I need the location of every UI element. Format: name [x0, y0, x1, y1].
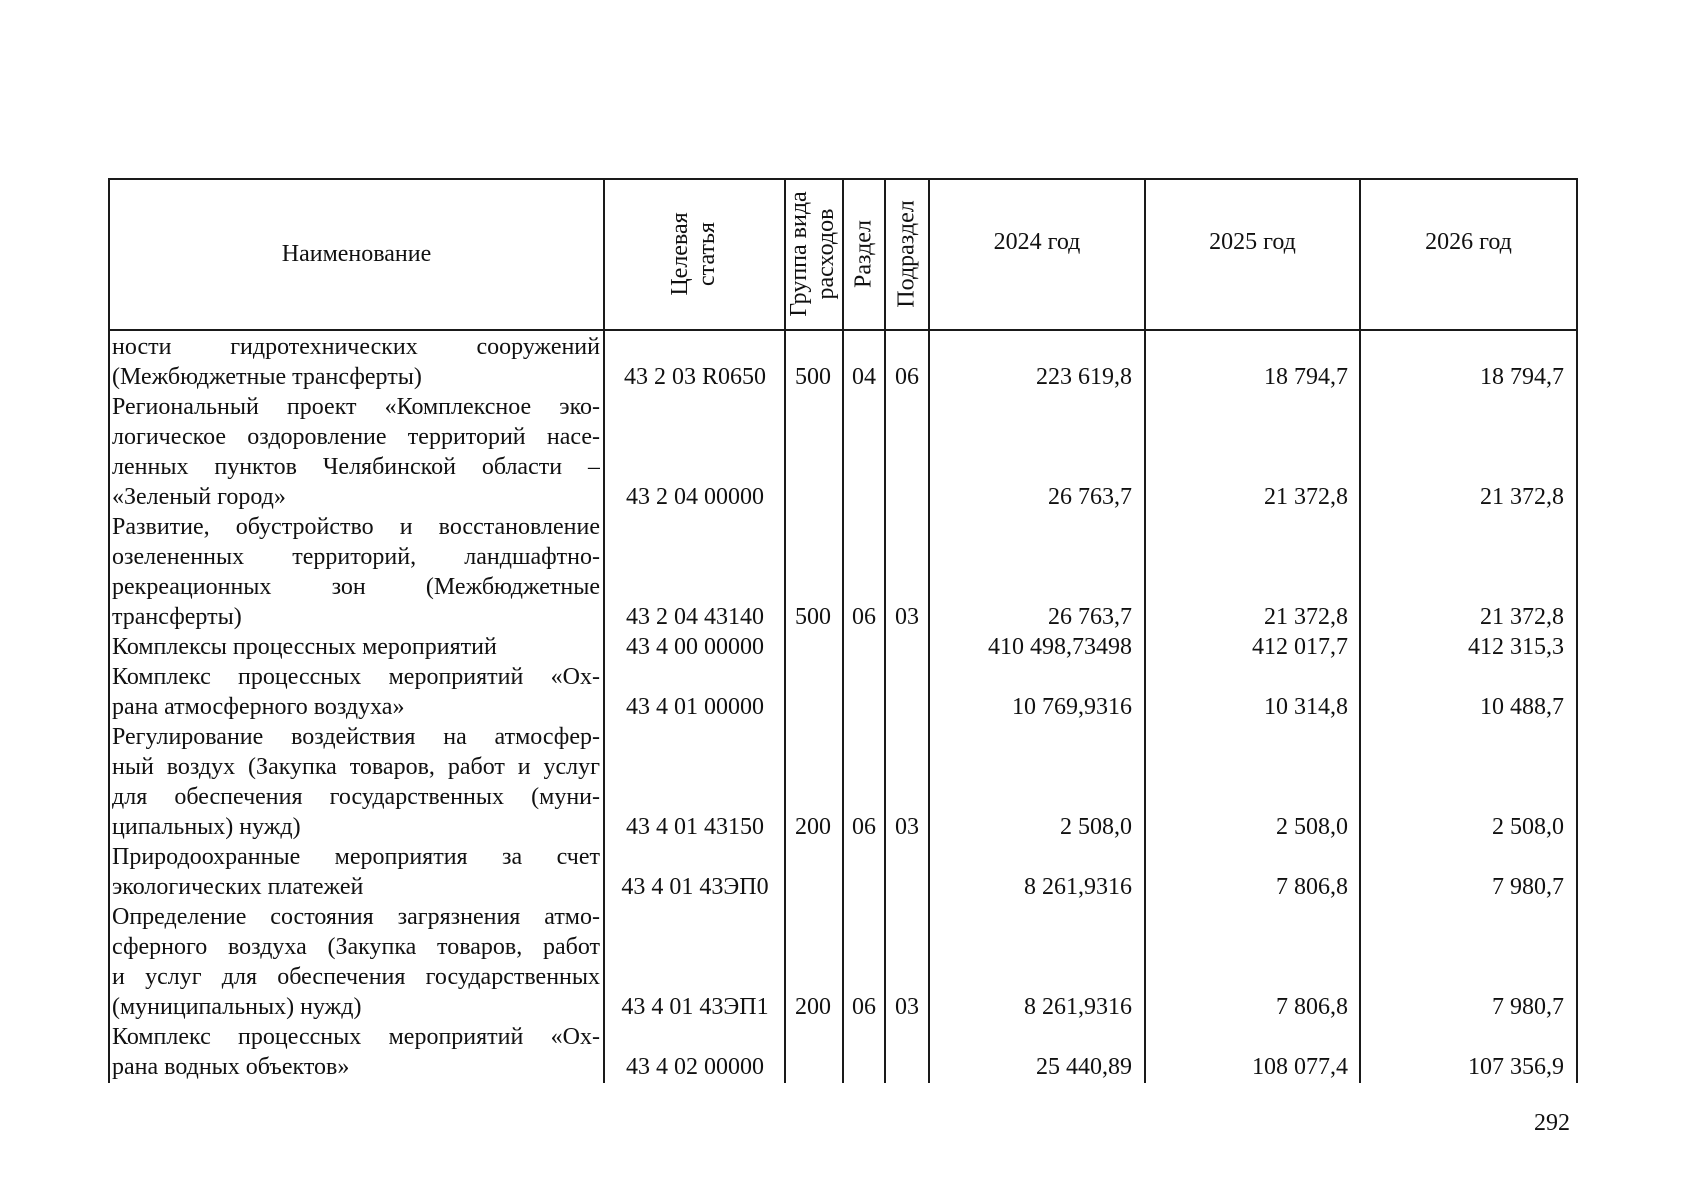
row-name [112, 332, 600, 392]
row-name-line: Развитие, обустройство и восстановление [112, 514, 600, 540]
header-expense-group-line2: расходов [813, 208, 839, 300]
col-line-right [1576, 178, 1578, 1083]
row-name [112, 722, 600, 842]
row-value-2025: 10 314,8 [1264, 694, 1348, 720]
row-value-2025: 21 372,8 [1264, 604, 1348, 630]
row-section: 06 [852, 814, 876, 840]
header-year-2025: 2025 год [1209, 229, 1296, 255]
row-value-2024: 223 619,8 [1036, 364, 1132, 390]
header-target-article-line1: Целевая [667, 212, 693, 296]
row-code: 43 4 01 43ЭП0 [621, 874, 769, 900]
row-value-2026: 107 356,9 [1468, 1054, 1564, 1080]
row-value-2024: 8 261,9316 [1024, 874, 1132, 900]
row-name-line: (Межбюджетные трансферты) [112, 364, 422, 390]
row-subsection: 03 [895, 994, 919, 1020]
row-value-2024: 410 498,73498 [988, 634, 1132, 660]
row-section: 04 [852, 364, 876, 390]
row-name-line: «Зеленый город» [112, 484, 286, 510]
row-value-2025: 2 508,0 [1276, 814, 1348, 840]
header-year-2024: 2024 год [993, 229, 1081, 255]
row-code: 43 4 01 43150 [626, 814, 764, 840]
row-name-line: Природоохранные мероприятия за счет [112, 844, 600, 870]
row-name-line: Региональный проект «Комплексное эко- [112, 394, 600, 420]
row-value-2024: 26 763,7 [1048, 604, 1132, 630]
row-value-2024: 25 440,89 [1036, 1054, 1132, 1080]
row-value-2024: 2 508,0 [1060, 814, 1132, 840]
row-code: 43 2 03 R0650 [623, 364, 766, 390]
row-name [112, 902, 600, 1022]
row-name-line: ный воздух (Закупка товаров, работ и услуг [112, 754, 600, 780]
row-expense-group: 500 [795, 364, 831, 390]
row-code: 43 4 01 00000 [626, 694, 764, 720]
row-name-line: Определение состояния загрязнения атмо- [112, 904, 600, 930]
header-year-2026: 2026 год [1425, 229, 1512, 255]
row-value-2026: 2 508,0 [1492, 814, 1564, 840]
col-line-2025 [1359, 178, 1361, 1083]
row-name-line: рана атмосферного воздуха» [112, 694, 405, 720]
col-line-section [884, 178, 886, 1083]
row-value-2025: 7 806,8 [1276, 874, 1348, 900]
row-value-2024: 10 769,9316 [1012, 694, 1132, 720]
header-target-article [667, 212, 721, 295]
row-name-line: Регулирование воздействия на атмосфер- [112, 724, 600, 750]
col-line-left [108, 178, 110, 1083]
row-code: 43 4 01 43ЭП1 [621, 994, 769, 1020]
row-code: 43 4 00 00000 [626, 634, 764, 660]
row-name-line: рана водных объектов» [112, 1054, 350, 1080]
row-subsection: 03 [895, 604, 919, 630]
row-name-line: ципальных) нужд) [112, 814, 301, 840]
row-value-2026: 21 372,8 [1480, 604, 1564, 630]
row-name [112, 392, 600, 512]
row-expense-group: 500 [795, 604, 831, 630]
row-name [112, 842, 600, 902]
row-value-2026: 10 488,7 [1480, 694, 1564, 720]
header-name: Наименование [281, 241, 432, 267]
row-code: 43 2 04 00000 [626, 484, 764, 510]
header-target-article-line2: статья [694, 222, 720, 286]
row-name [112, 512, 600, 632]
page-number: 292 [1534, 1110, 1570, 1136]
row-name-line: ности гидротехнических сооружений [112, 334, 600, 360]
row-value-2026: 7 980,7 [1492, 874, 1564, 900]
row-value-2025: 21 372,8 [1264, 484, 1348, 510]
row-value-2026: 7 980,7 [1492, 994, 1564, 1020]
row-name-line: сферного воздуха (Закупка товаров, работ [112, 934, 600, 960]
row-expense-group: 200 [795, 994, 831, 1020]
row-name-line: и услуг для обеспечения государственных [112, 964, 600, 990]
row-code: 43 2 04 43140 [626, 604, 764, 630]
header-expense-group-line1: Группа вида [786, 191, 812, 317]
header-subsection: Подраздел [893, 200, 920, 308]
row-name-line: трансферты) [112, 604, 242, 630]
col-line-2024 [1144, 178, 1146, 1083]
row-name-line: озелененных территорий, ландшафтно- [112, 544, 600, 570]
col-line-group [842, 178, 844, 1083]
row-section: 06 [852, 994, 876, 1020]
row-name-line: (муниципальных) нужд) [112, 994, 362, 1020]
col-line-subsection [928, 178, 930, 1083]
row-name-line: Комплексы процессных мероприятий [112, 634, 497, 660]
row-code: 43 4 02 00000 [626, 1054, 764, 1080]
row-value-2025: 7 806,8 [1276, 994, 1348, 1020]
row-value-2026: 412 315,3 [1468, 634, 1564, 660]
row-value-2026: 18 794,7 [1480, 364, 1564, 390]
row-value-2025: 108 077,4 [1252, 1054, 1348, 1080]
row-subsection: 03 [895, 814, 919, 840]
row-name [112, 1022, 600, 1082]
row-name-line: рекреационных зон (Межбюджетные [112, 574, 600, 600]
row-subsection: 06 [895, 364, 919, 390]
row-value-2026: 21 372,8 [1480, 484, 1564, 510]
row-value-2024: 8 261,9316 [1024, 994, 1132, 1020]
row-value-2024: 26 763,7 [1048, 484, 1132, 510]
header-expense-group [786, 191, 840, 316]
header-section: Раздел [850, 220, 877, 288]
row-name-line: Комплекс процессных мероприятий «Ох- [112, 664, 600, 690]
row-name-line: ленных пунктов Челябинской области – [112, 454, 600, 480]
row-value-2025: 412 017,7 [1252, 634, 1348, 660]
row-name-line: логическое оздоровление территорий насе- [112, 424, 600, 450]
col-line-name [603, 178, 605, 1083]
row-name [112, 632, 600, 662]
row-name [112, 662, 600, 722]
row-name-line: экологических платежей [112, 874, 364, 900]
row-value-2025: 18 794,7 [1264, 364, 1348, 390]
row-section: 06 [852, 604, 876, 630]
row-name-line: для обеспечения государственных (муни- [112, 784, 600, 810]
row-expense-group: 200 [795, 814, 831, 840]
row-name-line: Комплекс процессных мероприятий «Ох- [112, 1024, 600, 1050]
